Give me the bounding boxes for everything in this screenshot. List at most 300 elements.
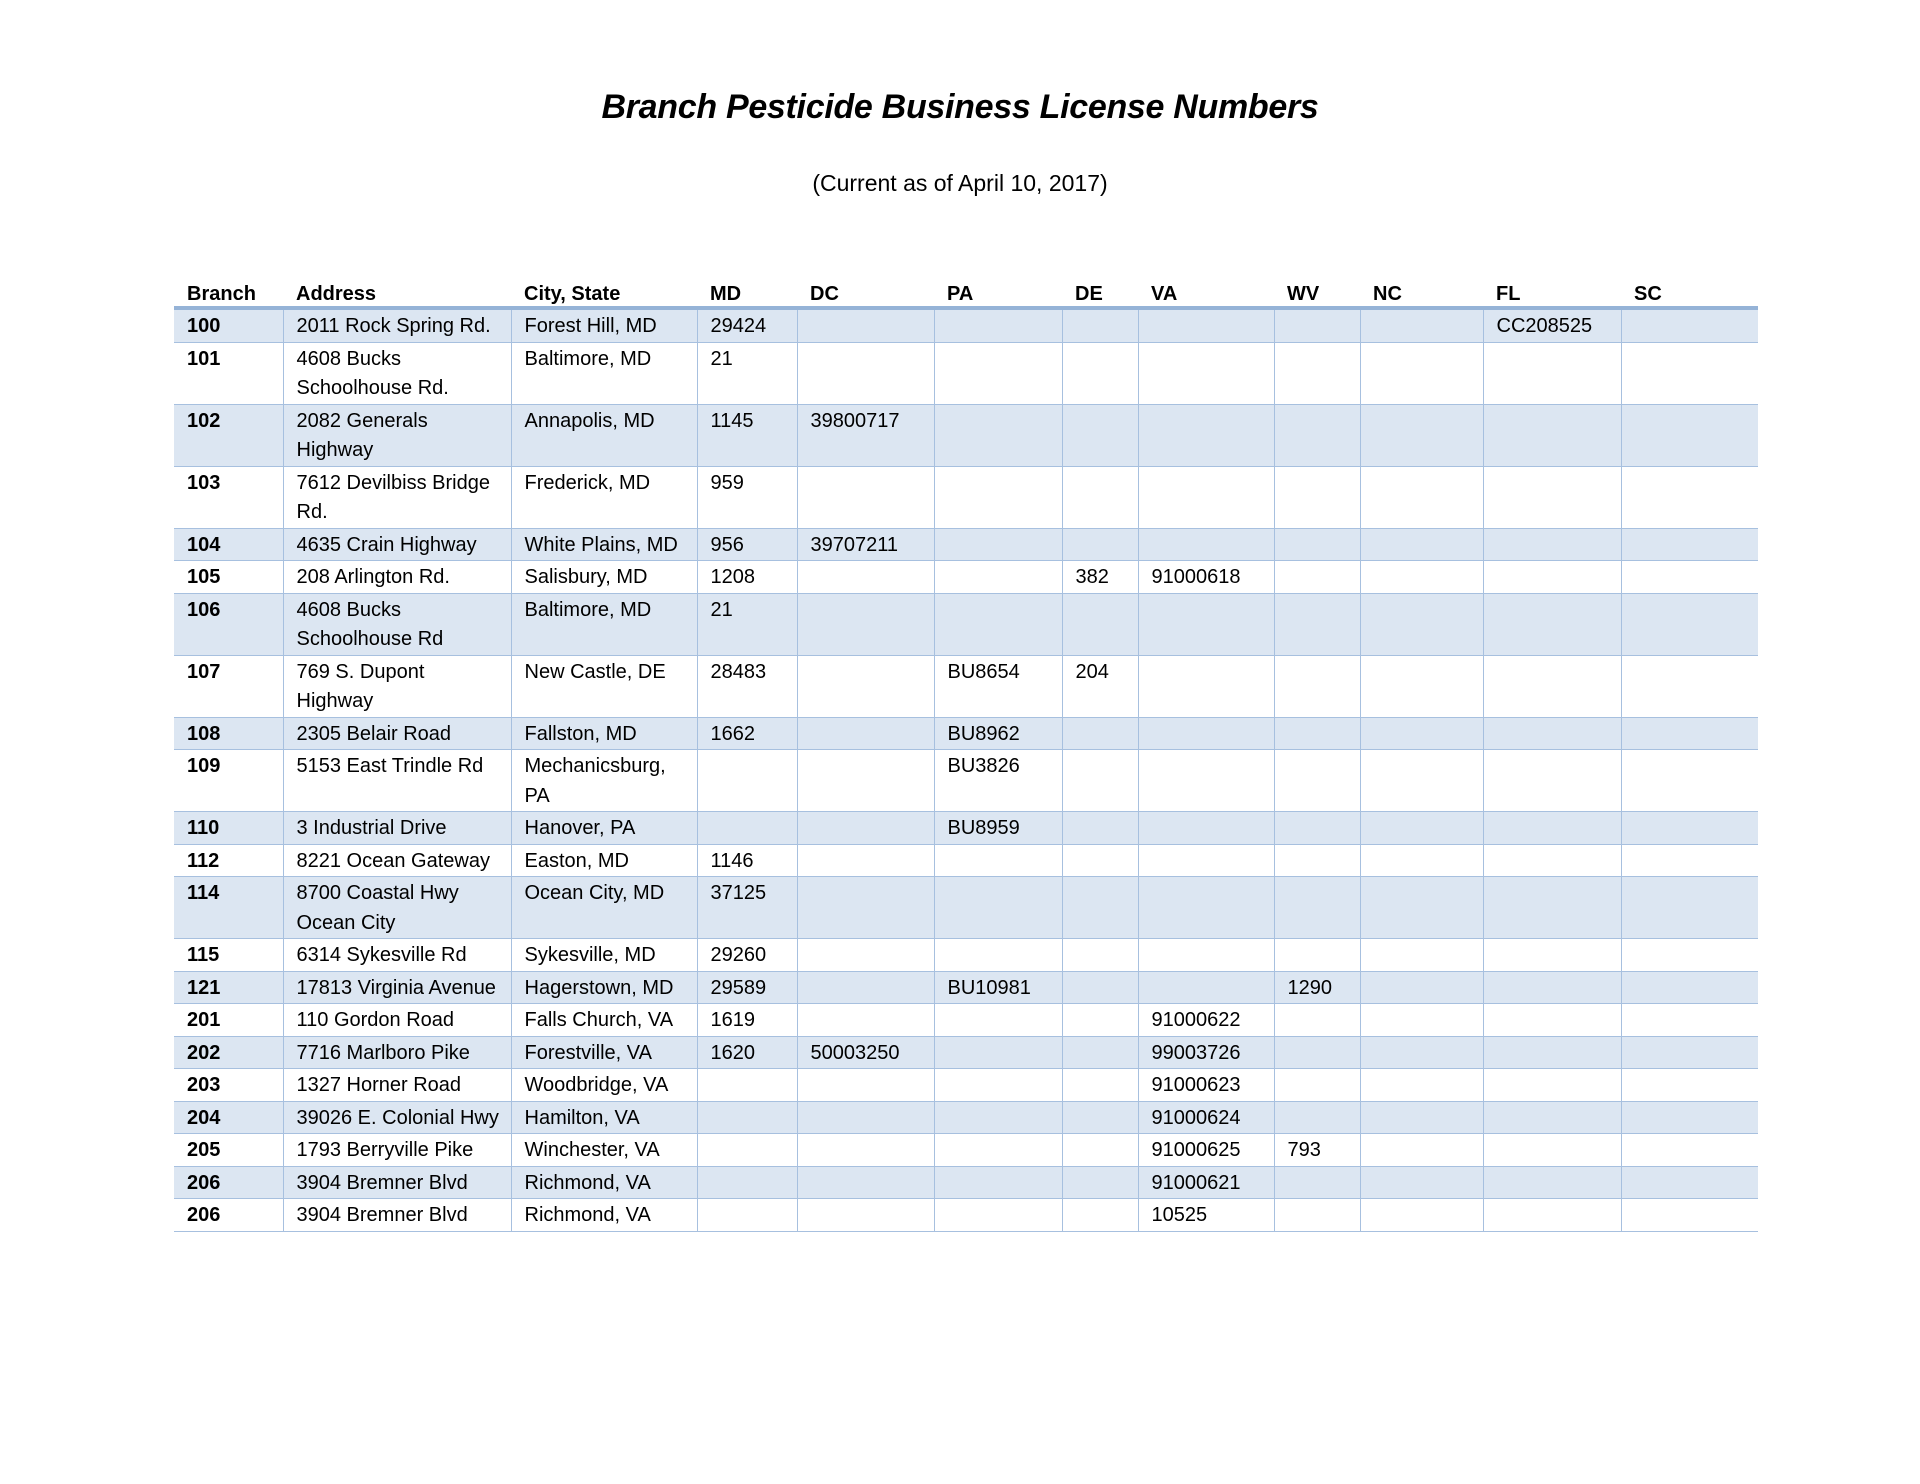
cell-address: 17813 Virginia Avenue: [283, 971, 511, 1004]
cell-branch: 115: [174, 939, 283, 972]
cell-dc: [797, 1199, 934, 1232]
cell-sc: [1621, 308, 1758, 342]
cell-md: 29424: [697, 308, 797, 342]
cell-va: [1138, 939, 1274, 972]
cell-de: [1062, 1004, 1138, 1037]
cell-fl: [1483, 971, 1621, 1004]
cell-pa: [934, 1166, 1062, 1199]
column-header-md: MD: [697, 274, 797, 308]
cell-sc: [1621, 1004, 1758, 1037]
cell-branch: 206: [174, 1199, 283, 1232]
table-row: [174, 1199, 1758, 1232]
cell-sc: [1621, 655, 1758, 717]
cell-address: 1793 Berryville Pike: [283, 1134, 511, 1167]
cell-city-state: Mechanicsburg, PA: [511, 750, 697, 812]
cell-pa: [934, 528, 1062, 561]
column-header-branch: Branch: [174, 274, 283, 308]
cell-branch: 121: [174, 971, 283, 1004]
cell-va: [1138, 308, 1274, 342]
cell-md: 21: [697, 342, 797, 404]
cell-wv: [1274, 844, 1360, 877]
cell-city-state: New Castle, DE: [511, 655, 697, 717]
cell-nc: [1360, 877, 1483, 939]
cell-city-state: Baltimore, MD: [511, 593, 697, 655]
cell-fl: [1483, 717, 1621, 750]
table-row: [174, 1069, 1758, 1102]
cell-city-state: Frederick, MD: [511, 466, 697, 528]
cell-va: [1138, 655, 1274, 717]
cell-de: [1062, 1166, 1138, 1199]
cell-de: [1062, 971, 1138, 1004]
cell-va: 91000622: [1138, 1004, 1274, 1037]
cell-wv: 793: [1274, 1134, 1360, 1167]
cell-wv: [1274, 1199, 1360, 1232]
cell-branch: 102: [174, 404, 283, 466]
cell-address: 6314 Sykesville Rd: [283, 939, 511, 972]
cell-wv: [1274, 812, 1360, 845]
table-row: [174, 466, 1758, 528]
cell-de: [1062, 812, 1138, 845]
cell-address: 2011 Rock Spring Rd.: [283, 308, 511, 342]
cell-va: [1138, 593, 1274, 655]
cell-dc: [797, 466, 934, 528]
cell-dc: [797, 877, 934, 939]
cell-fl: [1483, 528, 1621, 561]
cell-md: [697, 1101, 797, 1134]
column-header-address: Address: [283, 274, 511, 308]
cell-nc: [1360, 655, 1483, 717]
cell-nc: [1360, 1004, 1483, 1037]
cell-md: 29260: [697, 939, 797, 972]
cell-wv: [1274, 655, 1360, 717]
cell-dc: [797, 844, 934, 877]
cell-city-state: Salisbury, MD: [511, 561, 697, 594]
cell-sc: [1621, 561, 1758, 594]
cell-wv: [1274, 593, 1360, 655]
cell-city-state: Falls Church, VA: [511, 1004, 697, 1037]
cell-address: 7612 Devilbiss Bridge Rd.: [283, 466, 511, 528]
cell-nc: [1360, 939, 1483, 972]
cell-address: 4608 Bucks Schoolhouse Rd: [283, 593, 511, 655]
table-row: [174, 844, 1758, 877]
cell-sc: [1621, 342, 1758, 404]
cell-branch: 100: [174, 308, 283, 342]
cell-fl: [1483, 939, 1621, 972]
cell-address: 5153 East Trindle Rd: [283, 750, 511, 812]
cell-md: 956: [697, 528, 797, 561]
cell-branch: 105: [174, 561, 283, 594]
cell-fl: [1483, 342, 1621, 404]
cell-de: [1062, 939, 1138, 972]
cell-md: [697, 1069, 797, 1102]
document-title: Branch Pesticide Business License Numbers: [601, 88, 1319, 126]
column-header-city-state: City, State: [511, 274, 697, 308]
cell-fl: [1483, 655, 1621, 717]
cell-de: [1062, 1036, 1138, 1069]
table-row: [174, 655, 1758, 717]
cell-nc: [1360, 971, 1483, 1004]
column-header-wv: WV: [1274, 274, 1360, 308]
cell-wv: [1274, 528, 1360, 561]
cell-wv: [1274, 342, 1360, 404]
cell-address: 4635 Crain Highway: [283, 528, 511, 561]
table-header-row: [174, 274, 1758, 308]
cell-branch: 110: [174, 812, 283, 845]
cell-dc: [797, 342, 934, 404]
cell-nc: [1360, 1134, 1483, 1167]
cell-fl: [1483, 1069, 1621, 1102]
cell-md: 37125: [697, 877, 797, 939]
cell-md: [697, 812, 797, 845]
column-header-dc: DC: [797, 274, 934, 308]
cell-sc: [1621, 1036, 1758, 1069]
cell-fl: [1483, 877, 1621, 939]
cell-dc: 50003250: [797, 1036, 934, 1069]
cell-address: 2082 Generals Highway: [283, 404, 511, 466]
cell-pa: [934, 593, 1062, 655]
cell-nc: [1360, 308, 1483, 342]
cell-dc: [797, 593, 934, 655]
cell-pa: [934, 1036, 1062, 1069]
cell-sc: [1621, 1069, 1758, 1102]
cell-pa: [934, 1134, 1062, 1167]
cell-fl: [1483, 750, 1621, 812]
column-header-fl: FL: [1483, 274, 1621, 308]
table-row: [174, 561, 1758, 594]
cell-pa: BU8959: [934, 812, 1062, 845]
cell-city-state: Hagerstown, MD: [511, 971, 697, 1004]
cell-md: 21: [697, 593, 797, 655]
cell-wv: [1274, 877, 1360, 939]
cell-nc: [1360, 812, 1483, 845]
cell-de: [1062, 308, 1138, 342]
cell-wv: [1274, 404, 1360, 466]
cell-wv: [1274, 1166, 1360, 1199]
cell-branch: 109: [174, 750, 283, 812]
cell-sc: [1621, 717, 1758, 750]
cell-md: 1146: [697, 844, 797, 877]
cell-branch: 108: [174, 717, 283, 750]
cell-dc: [797, 750, 934, 812]
cell-fl: [1483, 844, 1621, 877]
cell-nc: [1360, 844, 1483, 877]
cell-nc: [1360, 1069, 1483, 1102]
cell-fl: [1483, 561, 1621, 594]
cell-va: [1138, 750, 1274, 812]
cell-address: 39026 E. Colonial Hwy: [283, 1101, 511, 1134]
cell-sc: [1621, 750, 1758, 812]
cell-dc: [797, 1134, 934, 1167]
column-header-va: VA: [1138, 274, 1274, 308]
cell-dc: [797, 812, 934, 845]
table-row: [174, 971, 1758, 1004]
cell-nc: [1360, 404, 1483, 466]
table-row: [174, 1101, 1758, 1134]
cell-nc: [1360, 593, 1483, 655]
cell-branch: 101: [174, 342, 283, 404]
cell-city-state: Forest Hill, MD: [511, 308, 697, 342]
cell-va: 10525: [1138, 1199, 1274, 1232]
cell-sc: [1621, 1199, 1758, 1232]
table-row: [174, 528, 1758, 561]
cell-branch: 107: [174, 655, 283, 717]
cell-address: 110 Gordon Road: [283, 1004, 511, 1037]
cell-dc: [797, 717, 934, 750]
table-row: [174, 939, 1758, 972]
cell-de: [1062, 750, 1138, 812]
cell-va: [1138, 528, 1274, 561]
cell-dc: 39707211: [797, 528, 934, 561]
cell-va: 91000624: [1138, 1101, 1274, 1134]
table-row: [174, 717, 1758, 750]
cell-address: 3 Industrial Drive: [283, 812, 511, 845]
cell-city-state: Annapolis, MD: [511, 404, 697, 466]
cell-pa: [934, 1101, 1062, 1134]
cell-city-state: Hamilton, VA: [511, 1101, 697, 1134]
cell-de: [1062, 466, 1138, 528]
cell-dc: [797, 655, 934, 717]
table-row: [174, 1004, 1758, 1037]
cell-dc: [797, 1004, 934, 1037]
cell-pa: [934, 877, 1062, 939]
cell-address: 4608 Bucks Schoolhouse Rd.: [283, 342, 511, 404]
cell-fl: [1483, 593, 1621, 655]
cell-branch: 104: [174, 528, 283, 561]
cell-city-state: Richmond, VA: [511, 1166, 697, 1199]
cell-wv: [1274, 466, 1360, 528]
cell-pa: [934, 308, 1062, 342]
cell-address: 7716 Marlboro Pike: [283, 1036, 511, 1069]
cell-city-state: White Plains, MD: [511, 528, 697, 561]
cell-address: 3904 Bremner Blvd: [283, 1166, 511, 1199]
table-row: [174, 812, 1758, 845]
cell-city-state: Hanover, PA: [511, 812, 697, 845]
cell-dc: [797, 561, 934, 594]
cell-city-state: Richmond, VA: [511, 1199, 697, 1232]
cell-wv: [1274, 939, 1360, 972]
cell-pa: [934, 1004, 1062, 1037]
cell-md: 1662: [697, 717, 797, 750]
cell-branch: 103: [174, 466, 283, 528]
table-row: [174, 308, 1758, 342]
cell-va: 91000623: [1138, 1069, 1274, 1102]
cell-nc: [1360, 528, 1483, 561]
cell-md: 1620: [697, 1036, 797, 1069]
cell-wv: [1274, 561, 1360, 594]
cell-va: 91000625: [1138, 1134, 1274, 1167]
cell-dc: [797, 971, 934, 1004]
cell-sc: [1621, 812, 1758, 845]
cell-sc: [1621, 466, 1758, 528]
cell-fl: [1483, 404, 1621, 466]
cell-de: [1062, 404, 1138, 466]
cell-sc: [1621, 528, 1758, 561]
cell-de: [1062, 1199, 1138, 1232]
cell-fl: [1483, 1134, 1621, 1167]
cell-de: [1062, 1101, 1138, 1134]
cell-sc: [1621, 1134, 1758, 1167]
cell-wv: [1274, 717, 1360, 750]
cell-fl: [1483, 1199, 1621, 1232]
cell-va: [1138, 466, 1274, 528]
cell-fl: [1483, 1101, 1621, 1134]
cell-nc: [1360, 1199, 1483, 1232]
cell-de: [1062, 717, 1138, 750]
cell-va: [1138, 342, 1274, 404]
cell-wv: 1290: [1274, 971, 1360, 1004]
cell-sc: [1621, 404, 1758, 466]
cell-nc: [1360, 717, 1483, 750]
cell-city-state: Fallston, MD: [511, 717, 697, 750]
cell-va: 91000621: [1138, 1166, 1274, 1199]
license-table: [174, 274, 1758, 1232]
table-row: [174, 593, 1758, 655]
cell-fl: [1483, 1036, 1621, 1069]
table-row: [174, 750, 1758, 812]
cell-nc: [1360, 1036, 1483, 1069]
cell-pa: [934, 1199, 1062, 1232]
cell-branch: 205: [174, 1134, 283, 1167]
cell-fl: [1483, 1004, 1621, 1037]
cell-sc: [1621, 939, 1758, 972]
cell-pa: BU8654: [934, 655, 1062, 717]
cell-sc: [1621, 1166, 1758, 1199]
cell-dc: [797, 939, 934, 972]
cell-de: [1062, 593, 1138, 655]
column-header-nc: NC: [1360, 274, 1483, 308]
cell-wv: [1274, 1036, 1360, 1069]
cell-fl: [1483, 812, 1621, 845]
column-header-pa: PA: [934, 274, 1062, 308]
cell-address: 8221 Ocean Gateway: [283, 844, 511, 877]
cell-md: 1208: [697, 561, 797, 594]
cell-city-state: Ocean City, MD: [511, 877, 697, 939]
cell-city-state: Forestville, VA: [511, 1036, 697, 1069]
cell-dc: [797, 1166, 934, 1199]
cell-pa: [934, 561, 1062, 594]
cell-md: [697, 1134, 797, 1167]
cell-md: 28483: [697, 655, 797, 717]
cell-pa: BU10981: [934, 971, 1062, 1004]
cell-city-state: Sykesville, MD: [511, 939, 697, 972]
cell-de: 382: [1062, 561, 1138, 594]
cell-pa: BU3826: [934, 750, 1062, 812]
cell-md: [697, 1166, 797, 1199]
cell-md: [697, 1199, 797, 1232]
cell-pa: [934, 342, 1062, 404]
cell-wv: [1274, 1101, 1360, 1134]
cell-sc: [1621, 971, 1758, 1004]
cell-address: 2305 Belair Road: [283, 717, 511, 750]
cell-sc: [1621, 877, 1758, 939]
cell-fl: [1483, 1166, 1621, 1199]
cell-va: [1138, 404, 1274, 466]
cell-md: 1145: [697, 404, 797, 466]
cell-md: 29589: [697, 971, 797, 1004]
cell-de: [1062, 844, 1138, 877]
cell-pa: [934, 844, 1062, 877]
cell-nc: [1360, 561, 1483, 594]
cell-va: [1138, 812, 1274, 845]
cell-nc: [1360, 1166, 1483, 1199]
cell-va: [1138, 717, 1274, 750]
cell-nc: [1360, 1101, 1483, 1134]
cell-va: 99003726: [1138, 1036, 1274, 1069]
cell-fl: CC208525: [1483, 308, 1621, 342]
cell-nc: [1360, 466, 1483, 528]
cell-city-state: Winchester, VA: [511, 1134, 697, 1167]
cell-branch: 106: [174, 593, 283, 655]
cell-va: [1138, 844, 1274, 877]
table-row: [174, 1134, 1758, 1167]
cell-va: [1138, 877, 1274, 939]
cell-nc: [1360, 750, 1483, 812]
cell-nc: [1360, 342, 1483, 404]
cell-branch: 206: [174, 1166, 283, 1199]
table-row: [174, 877, 1758, 939]
cell-address: 769 S. Dupont Highway: [283, 655, 511, 717]
cell-branch: 201: [174, 1004, 283, 1037]
cell-branch: 112: [174, 844, 283, 877]
cell-sc: [1621, 593, 1758, 655]
cell-wv: [1274, 750, 1360, 812]
cell-wv: [1274, 1004, 1360, 1037]
cell-pa: [934, 939, 1062, 972]
cell-branch: 203: [174, 1069, 283, 1102]
cell-dc: [797, 1069, 934, 1102]
cell-de: [1062, 1134, 1138, 1167]
cell-va: [1138, 971, 1274, 1004]
document-subtitle: (Current as of April 10, 2017): [812, 170, 1108, 196]
table-row: [174, 342, 1758, 404]
cell-de: [1062, 877, 1138, 939]
cell-pa: BU8962: [934, 717, 1062, 750]
cell-address: 8700 Coastal Hwy Ocean City: [283, 877, 511, 939]
cell-sc: [1621, 844, 1758, 877]
column-header-de: DE: [1062, 274, 1138, 308]
cell-de: [1062, 528, 1138, 561]
cell-md: 1619: [697, 1004, 797, 1037]
cell-city-state: Easton, MD: [511, 844, 697, 877]
cell-wv: [1274, 308, 1360, 342]
table-row: [174, 1036, 1758, 1069]
cell-sc: [1621, 1101, 1758, 1134]
cell-address: 3904 Bremner Blvd: [283, 1199, 511, 1232]
cell-md: [697, 750, 797, 812]
cell-wv: [1274, 1069, 1360, 1102]
cell-dc: [797, 308, 934, 342]
cell-dc: [797, 1101, 934, 1134]
cell-fl: [1483, 466, 1621, 528]
cell-city-state: Woodbridge, VA: [511, 1069, 697, 1102]
table-row: [174, 404, 1758, 466]
cell-address: 208 Arlington Rd.: [283, 561, 511, 594]
cell-city-state: Baltimore, MD: [511, 342, 697, 404]
cell-dc: 39800717: [797, 404, 934, 466]
cell-branch: 202: [174, 1036, 283, 1069]
cell-va: 91000618: [1138, 561, 1274, 594]
column-header-sc: SC: [1621, 274, 1758, 308]
table-row: [174, 1166, 1758, 1199]
cell-address: 1327 Horner Road: [283, 1069, 511, 1102]
cell-pa: [934, 404, 1062, 466]
cell-de: 204: [1062, 655, 1138, 717]
cell-pa: [934, 1069, 1062, 1102]
cell-de: [1062, 1069, 1138, 1102]
cell-branch: 114: [174, 877, 283, 939]
cell-branch: 204: [174, 1101, 283, 1134]
cell-pa: [934, 466, 1062, 528]
